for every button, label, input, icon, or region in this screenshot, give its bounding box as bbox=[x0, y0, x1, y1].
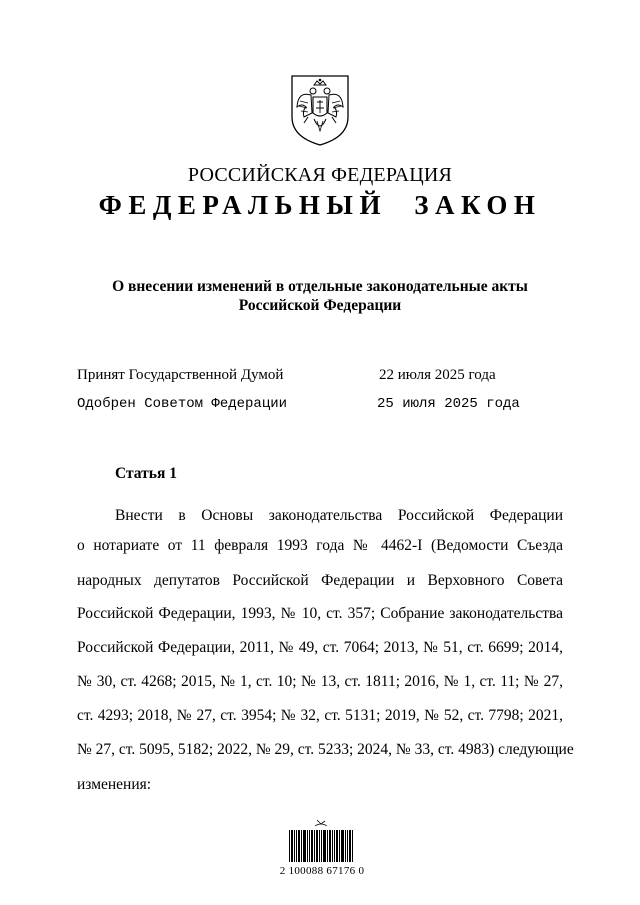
article-first-line: Внести в Основы законодательства Российской Федерации bbox=[115, 507, 563, 524]
adopted-by-duma-label: Принят Государственной Думой bbox=[77, 367, 284, 383]
law-title bbox=[100, 277, 540, 315]
approved-date: 25 июля 2025 года bbox=[377, 396, 520, 412]
barcode-number: 2 100088 67176 0 bbox=[279, 865, 365, 877]
article-heading: Статья 1 bbox=[115, 465, 177, 482]
barcode-graphic bbox=[287, 818, 355, 866]
adopted-date: 22 июля 2025 года bbox=[379, 367, 496, 383]
article-line: Российской Федерации, 1993, № 10, ст. 357; Собрание законодательства bbox=[77, 605, 563, 622]
approved-by-council-label: Одобрен Советом Федерации bbox=[77, 396, 288, 412]
article-line: № 30, ст. 4268; 2015, № 1, ст. 10; № 13, ст. 1811; 2016, № 1, ст. 11; № 27, bbox=[77, 673, 563, 690]
article-line: народных депутатов Российской Федерации и Верховного Совета bbox=[77, 572, 563, 589]
article-line: о нотариате от 11 февраля 1993 года № 4462-I (Ведомости Съезда bbox=[77, 537, 563, 554]
article-line: ст. 4293; 2018, № 27, ст. 3954; № 32, ст. 5131; 2019, № 52, ст. 7798; 2021, bbox=[77, 707, 563, 724]
law-title-line-1: О внесении изменений в отдельные законодательные акты bbox=[112, 278, 528, 295]
coat-of-arms-emblem bbox=[288, 73, 352, 147]
country-name: РОССИЙСКАЯ ФЕДЕРАЦИЯ bbox=[187, 164, 453, 186]
document-type: ФЕДЕРАЛЬНЫЙ ЗАКОН bbox=[98, 190, 542, 220]
law-title-line-2: Российской Федерации bbox=[238, 297, 402, 314]
article-line: Российской Федерации, 2011, № 49, ст. 7064; 2013, № 51, ст. 6699; 2014, bbox=[77, 639, 563, 656]
article-line: № 27, ст. 5095, 5182; 2022, № 29, ст. 5233; 2024, № 33, ст. 4983) следующие bbox=[77, 741, 574, 758]
article-line: изменения: bbox=[77, 776, 152, 793]
